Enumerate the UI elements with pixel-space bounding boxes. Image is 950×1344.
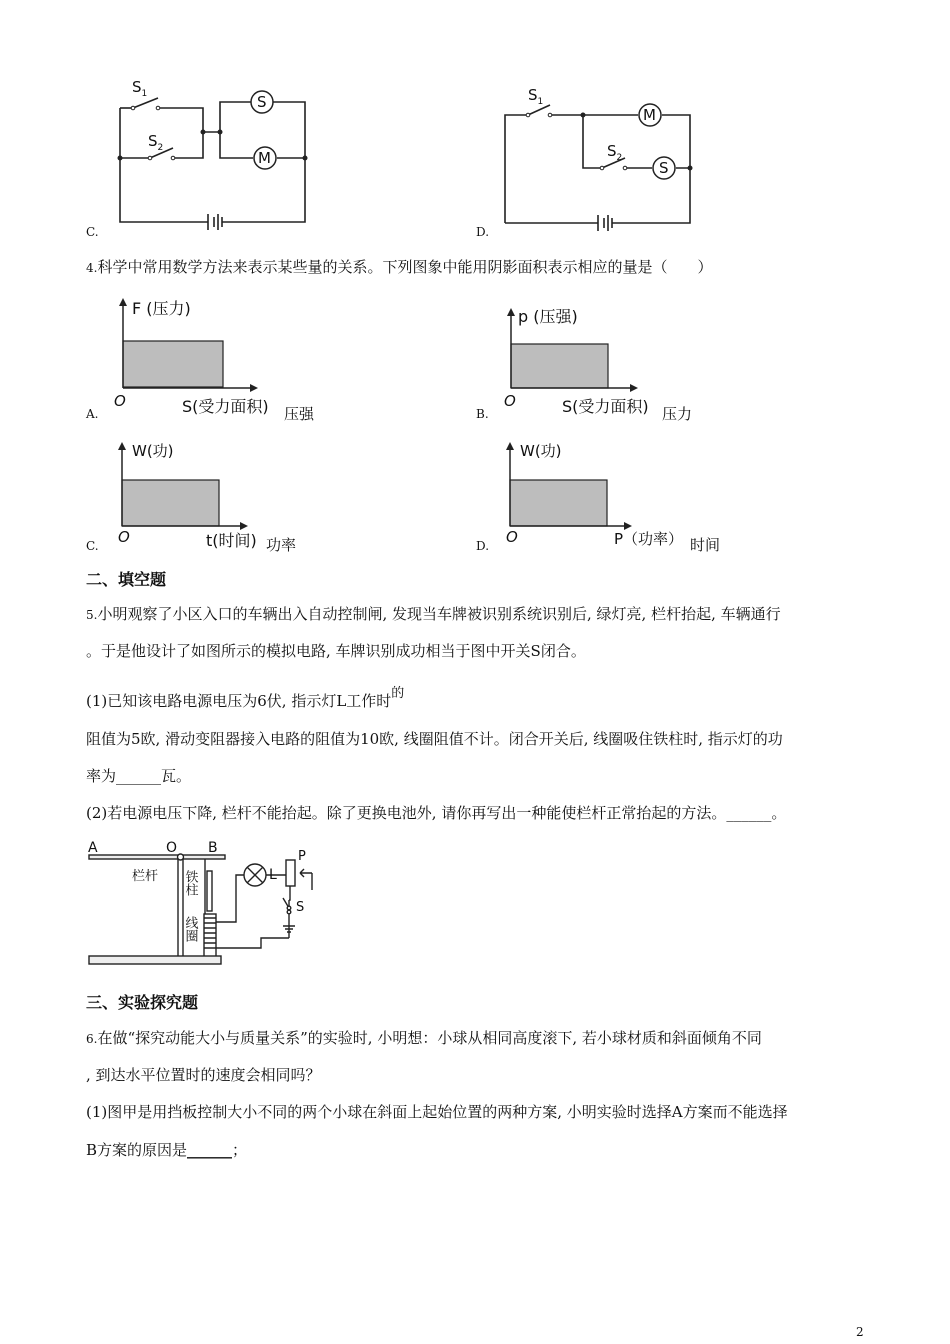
question-number: 4. (86, 261, 98, 275)
graph-a (110, 296, 370, 426)
question-4 (86, 257, 712, 278)
question-5-part1-line2: 阻值为5欧, 滑动变阻器接入电路的阻值为10欧, 线圈阻值不计。闭合开关后, 线圈吸住铁柱时, 指示灯的功 (86, 730, 783, 748)
graph-c (108, 436, 368, 556)
origin-label: O (504, 392, 516, 410)
section-title-fill-blank: 二、填空题 (86, 570, 167, 589)
question-5-line1: 5.小明观察了小区入口的车辆出入自动控制闸, 发现当车牌被识别系统识别后, 绿灯亮, 栏杆抬起, 车辆通行 (86, 605, 781, 623)
switch-s1-label: $S_1$ (528, 86, 544, 107)
label-o: O (166, 840, 178, 856)
y-axis-label: F (压力) (132, 299, 191, 318)
label-coil: 线圈 (182, 916, 198, 942)
circuit-diagram-d (490, 86, 710, 240)
y-axis-label: p (压强) (518, 307, 578, 326)
question-6-part1-line1: (1)图甲是用挡板控制大小不同的两个小球在斜面上起始位置的两种方案, 小明实验时选择A方案而不能选择 (86, 1103, 788, 1121)
motor-m-label: M (643, 106, 656, 124)
label-a: A (88, 840, 98, 856)
switch-s2-label: $S_2$ (148, 132, 164, 153)
answer-blank[interactable]: ______ (187, 1141, 233, 1159)
circuit-c-option: C. (86, 225, 99, 239)
graph-c-option: C. (86, 539, 99, 553)
page-number: 2 (856, 1325, 864, 1339)
question-number: 5. (86, 608, 98, 622)
circuit-d-option: D. (476, 225, 490, 239)
shaded-area (123, 341, 223, 387)
shaded-area (510, 480, 607, 526)
graph-d-option: D. (476, 539, 490, 553)
y-axis-label: W(功) (132, 442, 174, 460)
origin-label: O (114, 392, 126, 410)
motor-s-label: S (659, 159, 669, 177)
question-6-line2: , 到达水平位置时的速度会相同吗？ (86, 1066, 321, 1084)
motor-m-label: M (258, 149, 271, 167)
x-axis-label: S(受力面积) (562, 397, 649, 416)
shaded-area (122, 480, 219, 526)
graph-a-answer: 压强 (284, 405, 315, 423)
shaded-area (511, 344, 608, 388)
question-5-line2: 。于是他设计了如图所示的模拟电路, 车牌识别成功相当于图中开关S闭合。 (86, 642, 586, 660)
graph-c-answer: 功率 (266, 536, 297, 554)
graph-a-option: A. (86, 407, 99, 421)
label-bar: 栏杆 (132, 869, 159, 884)
question-6-line1: 6.在做“探究动能大小与质量关系”的实验时, 小明想：小球从相同高度滚下, 若小球材质和斜面倾角不同 (86, 1029, 762, 1047)
question-text: 科学中常用数学方法来表示某些量的关系。下列图象中能用阴影面积表示相应的量是（ ） (97, 258, 713, 276)
label-pillar: 铁柱 (182, 870, 198, 896)
x-axis-label: t(时间) (206, 531, 257, 550)
graph-b-answer: 压力 (662, 405, 693, 423)
origin-label: O (118, 528, 130, 546)
switch-s2-label: $S_2$ (607, 142, 623, 163)
question-6-part1-line2: B方案的原因是______； (86, 1141, 248, 1159)
x-axis-label: S(受力面积) (182, 397, 269, 416)
switch-s1-label: $S_1$ (132, 78, 148, 99)
question-5-part2: (2)若电源电压下降, 栏杆不能抬起。除了更换电池外, 请你再写出一种能使栏杆正常抬起的方法。______。 (86, 804, 787, 822)
label-b: B (208, 840, 218, 856)
section-title-experiment: 三、实验探究题 (86, 993, 199, 1012)
circuit-diagram-c (100, 80, 330, 230)
label-rheostat: P (298, 849, 306, 864)
label-switch: S (296, 900, 305, 915)
motor-s-label: S (257, 93, 267, 111)
y-axis-label: W(功) (520, 442, 562, 460)
question-5-part1: (1)已知该电路电源电压为6伏, 指示灯L工作时的 (86, 686, 405, 710)
question-number: 6. (86, 1032, 98, 1046)
graph-b (498, 296, 758, 426)
origin-label: O (506, 528, 518, 546)
question-5-part1-line3: 率为______瓦。 (86, 767, 192, 785)
graph-b-option: B. (476, 407, 489, 421)
label-lamp: L (269, 867, 277, 883)
x-axis-label: P（功率） (614, 530, 684, 548)
graph-d-answer: 时间 (690, 536, 721, 554)
barrier-circuit-figure (86, 838, 336, 973)
